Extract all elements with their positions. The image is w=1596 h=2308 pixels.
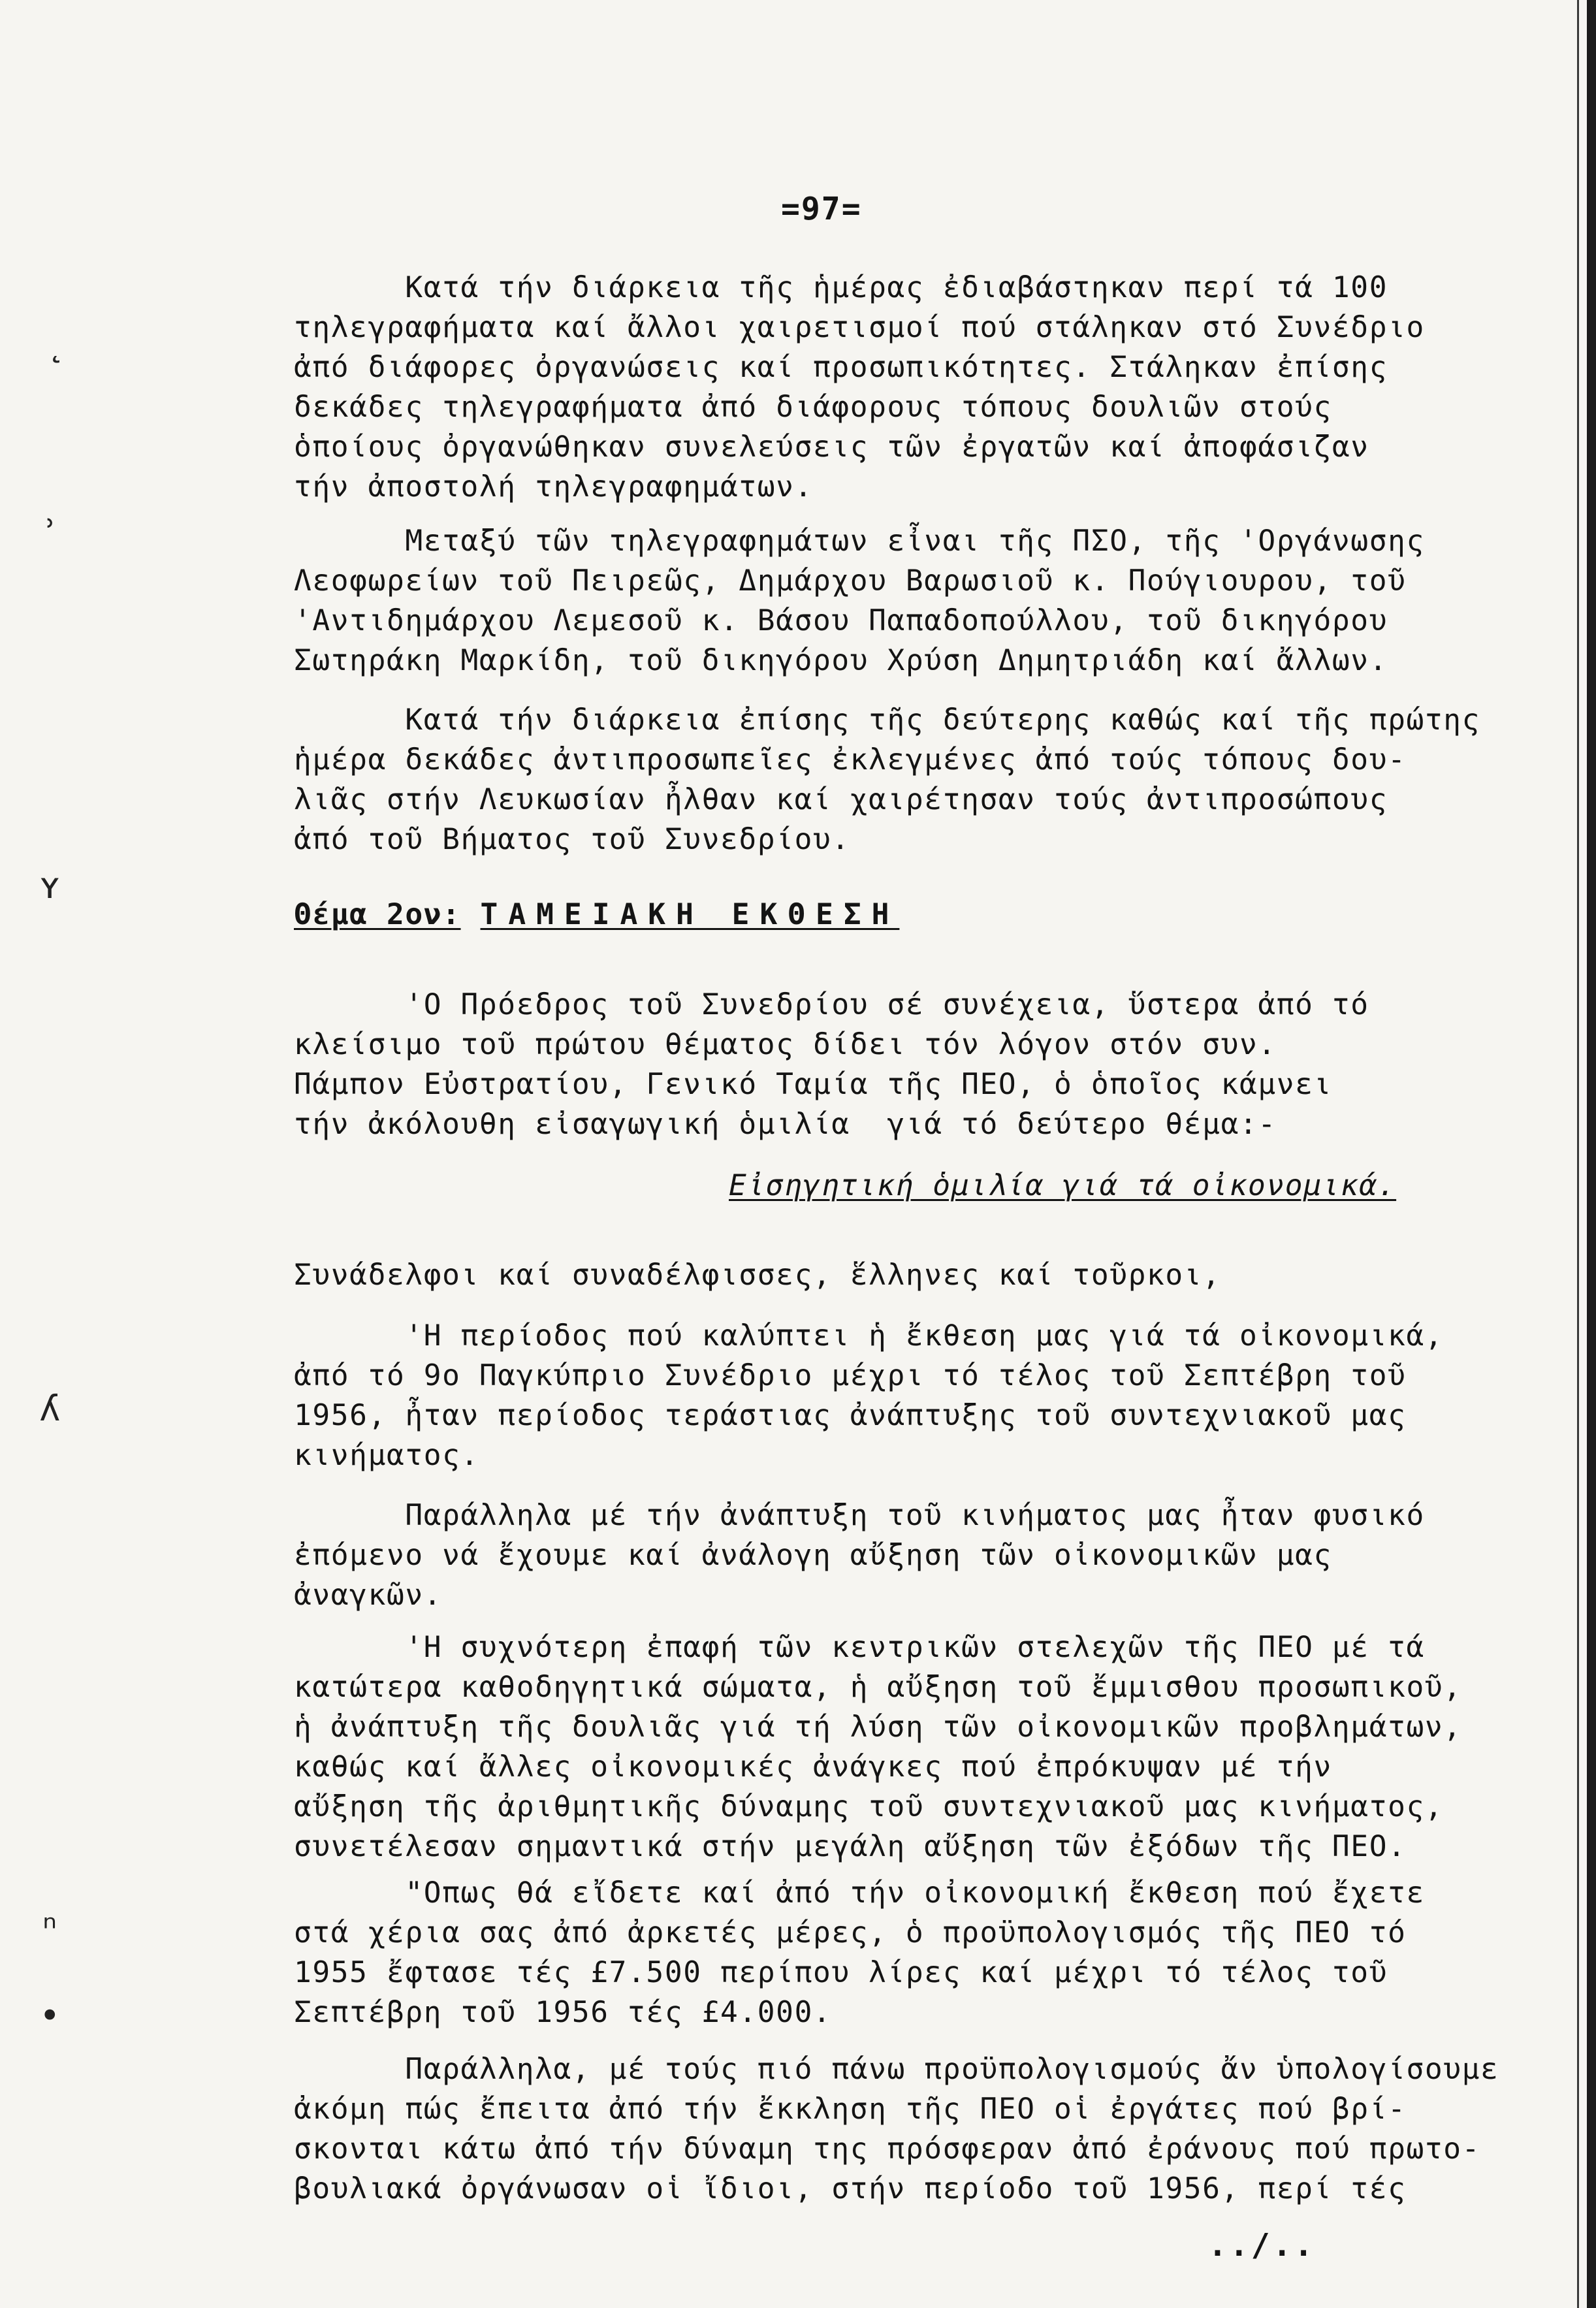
margin-mark: ⁿ — [39, 1907, 61, 1948]
section-heading — [294, 898, 899, 931]
paragraph: "Οπως θά εἴδετε καί ἀπό τήν οἰκονομική ἔκθεση πού ἔχετε στά χέρια σας ἀπό ἀρκετές μέρες, ὁ προϋπολογισμός τῆς ΠΕΟ τό 1955 ἔφτασε τές £7.500 περίπου λίρες καί μέχρι τό τέλος τοῦ Σεπτέβρη τοῦ 1956 τές £4.000. — [294, 1876, 1425, 2029]
margin-mark: ʏ — [39, 865, 61, 906]
section-label: Θέμα 2ον: — [294, 898, 461, 931]
paragraph: 'Ο Πρόεδρος τοῦ Συνεδρίου σέ συνέχεια, ὕστερα ἀπό τό κλείσιμο τοῦ πρώτου θέματος δίδει τόν λόγον στόν συν. Πάμπον Εὐστρατίου, Γενικό Ταμία τῆς ΠΕΟ, ὁ ὁποῖος κάμνει τήν ἀκόλουθη εἰσαγωγική ὁμιλία γιά τό δεύτερο θέμα:- — [294, 988, 1369, 1141]
section-title: ΤΑΜΕΙΑΚΗ ΕΚΘΕΣΗ — [480, 898, 900, 931]
margin-mark: • — [39, 1995, 61, 2036]
page-number: =97= — [781, 191, 862, 227]
scan-edge-line — [1577, 0, 1579, 2308]
margin-mark: ʎ — [39, 1388, 61, 1429]
paragraph: Κατά τήν διάρκεια ἐπίσης τῆς δεύτερης καθώς καί τῆς πρώτης ἡμέρα δεκάδες ἀντιπροσωπεῖες ἐκλεγμένες ἀπό τούς τόπους δου- λιᾶς στήν Λευκωσίαν ἦλθαν καί χαιρέτησαν τούς ἀντιπροσώπους ἀπό τοῦ Βήματος τοῦ Συνεδρίου. — [294, 703, 1481, 856]
margin-mark: ʾ — [39, 513, 61, 554]
continuation-mark: ../.. — [1208, 2227, 1316, 2264]
paragraph: Παράλληλα μέ τήν ἀνάπτυξη τοῦ κινήματος μας ἦταν φυσικό ἐπόμενο νά ἔχουμε καί ἀνάλογη αὔξηση τῶν οἰκονομικῶν μας ἀναγκῶν. — [294, 1499, 1425, 1612]
scan-edge — [1587, 0, 1596, 2308]
paragraph: 'Η συχνότερη ἐπαφή τῶν κεντρικῶν στελεχῶν τῆς ΠΕΟ μέ τά κατώτερα καθοδηγητικά σώματα, ἡ αὔξηση τοῦ ἔμμισθου προσωπικοῦ, ἡ ἀνάπτυξη τῆς δουλιᾶς γιά τή λύση τῶν οἰκονομικῶν προβλημάτων, καθώς καί ἄλλες οἰκονομικές ἀνάγκες πού ἐπρόκυψαν μέ τήν αὔξηση τῆς ἀριθμητικῆς δύναμης τοῦ συντεχνιακοῦ μας κινήματος, συνετέλεσαν σημαντικά στήν μεγάλη αὔξηση τῶν ἐξόδων τῆς ΠΕΟ. — [294, 1631, 1462, 1863]
margin-mark: ˛ — [46, 323, 67, 364]
salutation: Συνάδελφοι καί συναδέλφισσες, ἕλληνες καί τοῦρκοι, — [294, 1258, 1221, 1292]
subheading: Εἰσηγητική ὁμιλία γιά τά οἰκονομικά. — [729, 1169, 1397, 1202]
paragraph: Μεταξύ τῶν τηλεγραφημάτων εἶναι τῆς ΠΣΟ, τῆς 'Οργάνωσης Λεοφωρείων τοῦ Πειρεῶς, Δημάρχου Βαρωσιοῦ κ. Πούγιουρου, τοῦ 'Αντιδημάρχου Λεμεσοῦ κ. Βάσου Παπαδοπούλλου, τοῦ δικηγόρου Σωτηράκη Μαρκίδη, τοῦ δικηγόρου Χρύση Δημητριάδη καί ἄλλων. — [294, 524, 1425, 677]
paragraph: Παράλληλα, μέ τούς πιό πάνω προϋπολογισμούς ἄν ὑπολογίσουμε ἀκόμη πώς ἔπειτα ἀπό τήν ἔκκληση τῆς ΠΕΟ οἱ ἐργάτες πού βρί- σκονται κάτω ἀπό τήν δύναμη της πρόσφεραν ἀπό ἐράνους πού πρωτο- βουλιακά ὀργάνωσαν οἱ ἴδιοι, στήν περίοδο τοῦ 1956, περί τές — [294, 2053, 1499, 2205]
paragraph: 'Η περίοδος πού καλύπτει ἡ ἔκθεση μας γιά τά οἰκονομικά, ἀπό τό 9ο Παγκύπριο Συνέδριο μέχρι τό τέλος τοῦ Σεπτέβρη τοῦ 1956, ἦταν περίοδος τεράστιας ἀνάπτυξης τοῦ συντεχνιακοῦ μας κινήματος. — [294, 1319, 1444, 1472]
paragraph: Κατά τήν διάρκεια τῆς ἡμέρας ἐδιαβάστηκαν περί τά 100 τηλεγραφήματα καί ἄλλοι χαιρετισμοί πού στάληκαν στό Συνέδριο ἀπό διάφορες ὀργανώσεις καί προσωπικότητες. Στάληκαν ἐπίσης δεκάδες τηλεγραφήματα ἀπό διάφορους τόπους δουλιῶν στούς ὁποίους ὀργανώθηκαν συνελεύσεις τῶν ἐργατῶν καί ἀποφάσιζαν τήν ἀποστολή τηλεγραφημάτων. — [294, 271, 1425, 504]
